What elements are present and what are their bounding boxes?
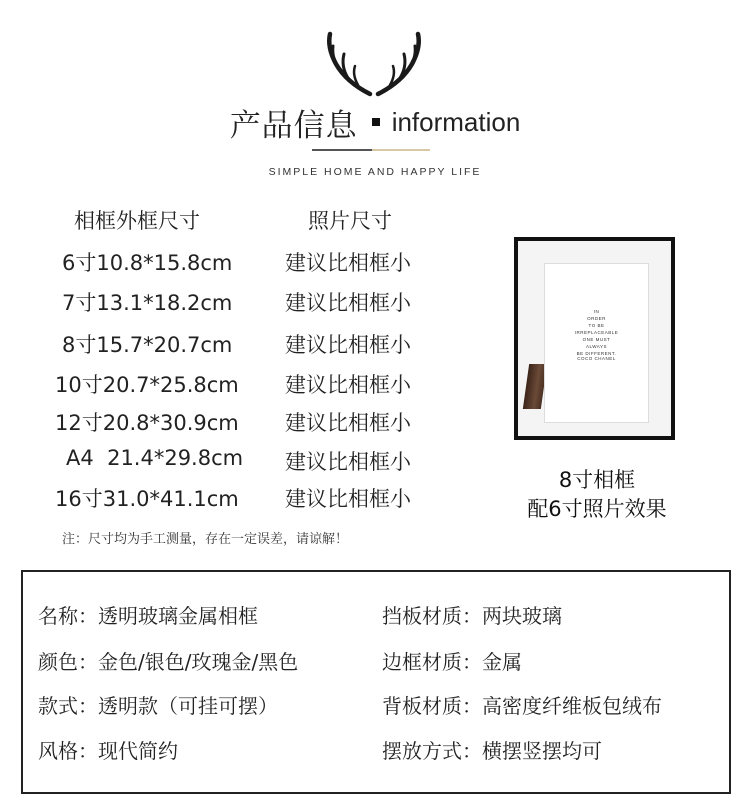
frame-caption	[497, 466, 697, 524]
title-english: information	[391, 106, 521, 137]
frame-size-cell: 12寸20.8*30.9cm	[55, 411, 239, 435]
spec-item: 摆放方式：横摆竖摆均可	[382, 739, 602, 763]
column-header-photo-size: 照片尺寸	[308, 209, 392, 233]
frame-size-cell: 7寸13.1*18.2cm	[62, 291, 233, 315]
spec-item: 款式：透明款（可挂可摆）	[38, 694, 278, 718]
frame-size-cell: 6寸10.8*15.8cm	[62, 251, 233, 275]
caption-line-2: 配6寸照片效果	[527, 497, 667, 521]
measurement-note: 注：尺寸均为手工测量，存在一定误差，请谅解！	[62, 532, 349, 547]
photo-quote: IN ORDER TO BE IRREPLACEABLE ONE MUST ALWAYS BE DIFFERENT.	[574, 309, 619, 356]
sample-photo	[544, 263, 649, 423]
photo-size-cell: 建议比相框小	[285, 333, 411, 357]
spec-item: 背板材质：高密度纤维板包绒布	[382, 694, 662, 718]
photo-size-cell: 建议比相框小	[285, 373, 411, 397]
title-separator-square	[372, 118, 380, 126]
section-title	[0, 100, 750, 144]
column-header-frame-size: 相框外框尺寸	[74, 209, 200, 233]
title-chinese: 产品信息	[229, 107, 358, 144]
caption-line-1: 8寸相框	[558, 468, 636, 492]
slogan: SIMPLE HOME AND HAPPY LIFE	[268, 166, 482, 178]
spec-item: 颜色：金色/银色/玫瑰金/黑色	[38, 650, 299, 674]
spec-item: 挡板材质：两块玻璃	[382, 604, 562, 628]
photo-frame-image	[514, 237, 675, 440]
photo-quote-signature: COCO CHANEL	[577, 356, 616, 361]
photo-size-cell: 建议比相框小	[285, 487, 411, 511]
photo-size-cell: 建议比相框小	[285, 450, 411, 474]
photo-size-cell: 建议比相框小	[285, 411, 411, 435]
frame-size-cell: A4 21.4*29.8cm	[66, 446, 244, 470]
frame-size-cell: 10寸20.7*25.8cm	[55, 373, 239, 397]
photo-size-cell: 建议比相框小	[285, 251, 411, 275]
spec-item: 边框材质：金属	[382, 650, 522, 674]
antlers-icon	[318, 28, 430, 98]
frame-size-cell: 8寸15.7*20.7cm	[62, 333, 233, 357]
frame-size-cell: 16寸31.0*41.1cm	[55, 487, 239, 511]
spec-item: 风格：现代简约	[38, 739, 178, 763]
photo-size-cell: 建议比相框小	[285, 291, 411, 315]
title-underline	[312, 149, 430, 151]
spec-item: 名称：透明玻璃金属相框	[38, 604, 258, 628]
